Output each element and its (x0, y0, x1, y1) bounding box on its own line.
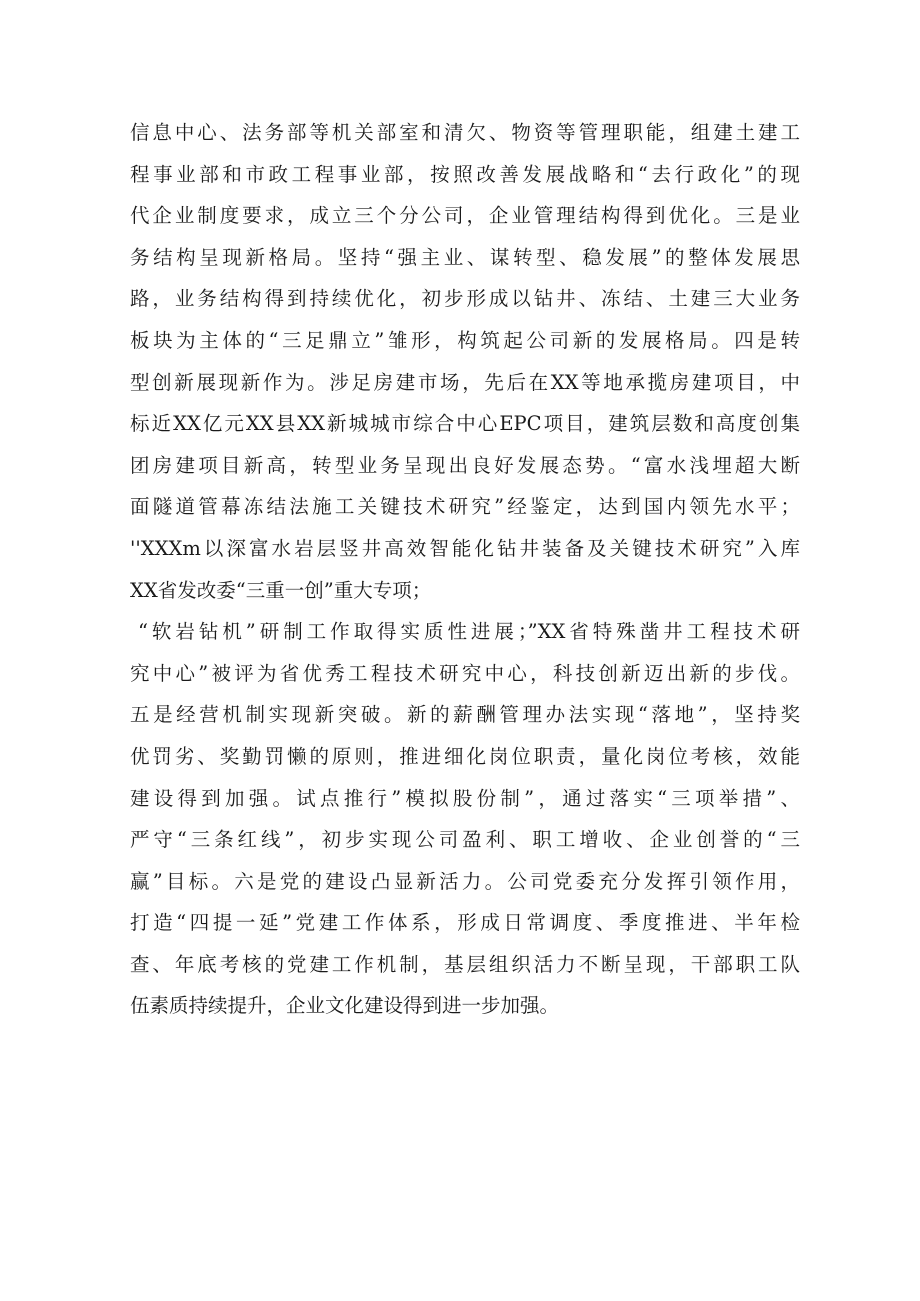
text-line: 型创新展现新作为。涉足房建市场，先后在XX等地承揽房建项目，中 (130, 370, 800, 394)
text-line: 代企业制度要求，成立三个分公司，企业管理结构得到优化。三是业 (130, 204, 800, 228)
text-line: 路，业务结构得到持续优化，初步形成以钻井、冻结、土建三大业务 (130, 287, 800, 311)
body-text (130, 112, 800, 1027)
text-line: 严守“三条红线”，初步实现公司盈利、职工增收、企业创誉的“三 (130, 828, 800, 852)
text-line: “软岩钻机”研制工作取得实质性进展；”XX省特殊凿井工程技术研 (138, 620, 800, 644)
text-line: 优罚劣、奖勤罚懒的原则，推进细化岗位职责，量化岗位考核，效能 (130, 744, 800, 768)
text-line: ''XXXm以深富水岩层竖井高效智能化钻井装备及关键技术研究”入库 (130, 536, 800, 560)
text-line: XX省发改委“三重一创”重大专项； (130, 578, 432, 602)
text-line: 标近XX亿元XX县XX新城城市综合中心EPC项目，建筑层数和高度创集 (130, 412, 800, 436)
text-line: 团房建项目新高，转型业务呈现出良好发展态势。“富水浅埋超大断 (130, 453, 800, 477)
text-line: 程事业部和市政工程事业部，按照改善发展战略和“去行政化”的现 (130, 162, 800, 186)
text-line: 打造“四提一延”党建工作体系，形成日常调度、季度推进、半年检 (130, 911, 800, 935)
text-line: 伍素质持续提升，企业文化建设得到进一步加强。 (130, 994, 560, 1018)
text-line: 究中心”被评为省优秀工程技术研究中心，科技创新迈出新的步伐。 (130, 661, 800, 685)
text-line: 五是经营机制实现新突破。新的薪酬管理办法实现“落地”，坚持奖 (130, 703, 800, 727)
text-line: 赢”目标。六是党的建设凸显新活力。公司党委充分发挥引领作用， (130, 869, 800, 893)
text-line: 信息中心、法务部等机关部室和清欠、物资等管理职能，组建土建工 (130, 121, 800, 144)
text-line: 务结构呈现新格局。坚持“强主业、谋转型、稳发展”的整体发展思 (130, 245, 800, 269)
text-line: 查、年底考核的党建工作机制，基层组织活力不断呈现，干部职工队 (130, 952, 800, 976)
text-line: 面隧道管幕冻结法施工关键技术研究”经鉴定，达到国内领先水平； (130, 495, 800, 519)
text-line: 建设得到加强。试点推行”模拟股份制”，通过落实“三项举措”、 (130, 786, 800, 810)
text-line: 板块为主体的“三足鼎立”雏形，构筑起公司新的发展格局。四是转 (130, 328, 800, 352)
